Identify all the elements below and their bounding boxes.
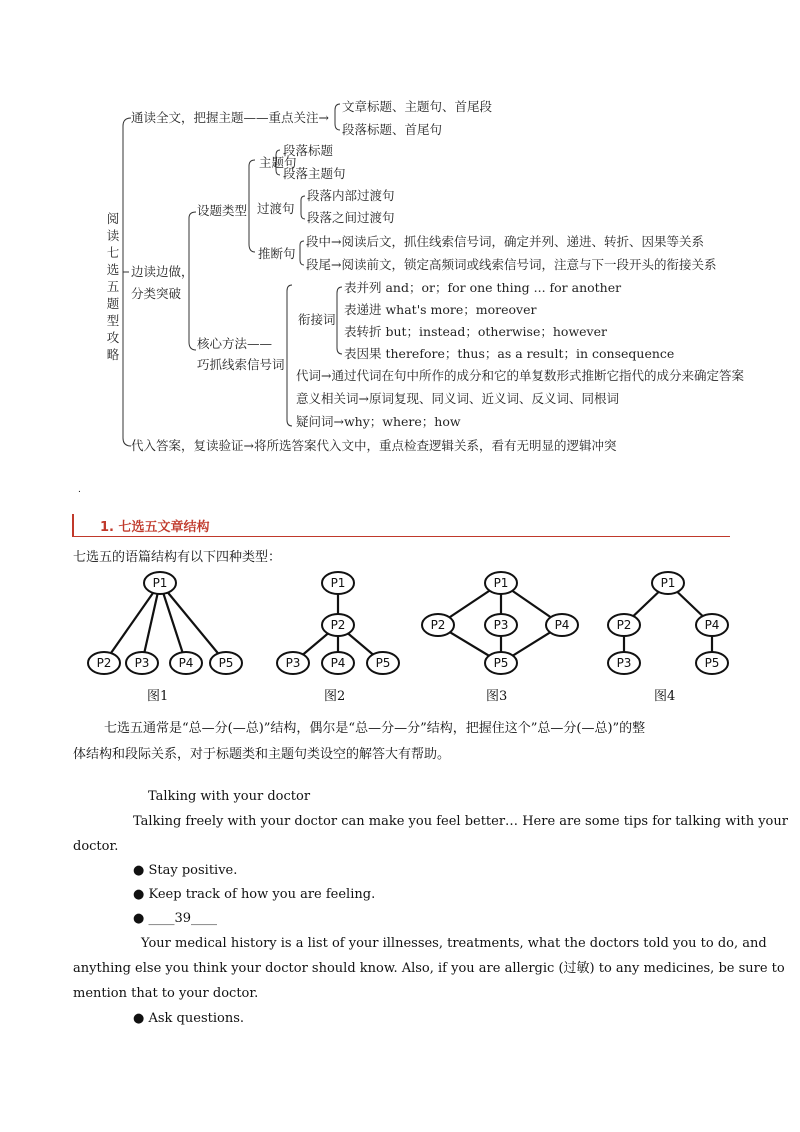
type-item: 段尾→阅读前文，锁定高频词或线索信号词，注意与下一段开头的衔接关系 — [306, 257, 717, 272]
bullet-text: Stay positive. — [148, 863, 238, 878]
connective-item: 表并列 and；or；for one thing ... for another — [344, 280, 622, 295]
bullet-text: Ask questions. — [148, 1011, 244, 1026]
step1-item: 段落标题、首尾句 — [342, 122, 443, 137]
node-label: P1 — [152, 576, 168, 590]
blank-39[interactable]: ____39____ — [148, 911, 218, 926]
type-item: 段中→阅读后文，抓住线索信号词，确定并列、递进、转折、因果等关系 — [306, 234, 704, 249]
step1-label: 通读全文，把握主题——重点关注→ — [131, 110, 329, 125]
method-item: 代词→通过代词在句中所作的成分和它的单复数形式推断它指代的成分来确定答案 — [296, 368, 744, 383]
node-label: P3 — [134, 656, 150, 670]
node-label: P4 — [178, 656, 194, 670]
bullet-icon: ● — [133, 863, 145, 878]
node-label: P3 — [285, 656, 301, 670]
footnote-dot: . — [78, 485, 81, 495]
node-label: P2 — [330, 618, 346, 632]
node-label: P5 — [704, 656, 720, 670]
type-label: 主题句 — [259, 155, 297, 170]
type-item: 段落内部过渡句 — [307, 188, 395, 203]
node-label: P5 — [218, 656, 234, 670]
node-label: P1 — [330, 576, 346, 590]
figure-caption: 图1 — [147, 689, 169, 704]
method-item: 疑问词→why；where；how — [296, 414, 461, 429]
method-item: 意义相关词→原词复现、同义词、近义词、反义词、同根词 — [296, 391, 619, 406]
node-label: P1 — [660, 576, 676, 590]
node-label: P3 — [493, 618, 509, 632]
connective-item: 表递进 what's more；moreover — [344, 302, 537, 317]
question-type-label: 设题类型 — [197, 203, 248, 218]
paragraph-line: 体结构和段际关系，对于标题类和主题句类设空的解答大有帮助。 — [73, 747, 451, 762]
bullet-icon: ● — [133, 887, 145, 902]
connective-label: 衔接词 — [298, 312, 336, 327]
passage-line: Talking freely with your doctor can make you feel better… Here are some tips for talking with your — [133, 814, 788, 829]
node-label: P4 — [330, 656, 346, 670]
type-label: 过渡句 — [257, 201, 295, 216]
node-label: P2 — [616, 618, 632, 632]
bullet-icon: ● — [133, 1011, 145, 1026]
node-label: P4 — [554, 618, 570, 632]
passage-line: anything else you think your doctor should know. Also, if you are allergic (过敏) to any medicines, be sure to — [73, 961, 785, 976]
connective-item: 表因果 therefore；thus；as a result；in consequence — [344, 346, 675, 361]
bullet-item — [133, 912, 217, 925]
node-label: P5 — [375, 656, 391, 670]
node-label: P2 — [430, 618, 446, 632]
node-label: P4 — [704, 618, 720, 632]
type-item: 段落标题 — [283, 143, 334, 158]
bullet-item — [133, 1012, 244, 1025]
method-label: 巧抓线索信号词 — [197, 357, 285, 372]
node-label: P1 — [493, 576, 509, 590]
type-item: 段落主题句 — [283, 166, 346, 181]
node-label: P2 — [96, 656, 112, 670]
connective-item: 表转折 but；instead；otherwise；however — [344, 324, 607, 339]
mindmap-root: 阅读七选五题型攻略 — [106, 211, 120, 362]
type-label: 推断句 — [258, 246, 296, 261]
step2-label: 边读边做， — [131, 264, 194, 279]
node-label: P3 — [616, 656, 632, 670]
passage-title: Talking with your doctor — [148, 789, 311, 804]
type-item: 段落之间过渡句 — [307, 210, 395, 225]
step2-label: 分类突破 — [131, 286, 182, 301]
passage-line: mention that to your doctor. — [73, 986, 259, 1001]
node-label: P5 — [493, 656, 509, 670]
bullet-item — [133, 864, 237, 877]
figure-caption: 图2 — [324, 689, 346, 704]
bullet-item — [133, 888, 375, 901]
passage-line: doctor. — [73, 839, 119, 854]
section-title: 1. 七选五文章结构 — [100, 520, 210, 535]
passage-line: Your medical history is a list of your illnesses, treatments, what the doctors told you to do, and — [141, 936, 767, 951]
bullet-text: Keep track of how you are feeling. — [148, 887, 376, 902]
intro-text: 七选五的语篇结构有以下四种类型： — [73, 550, 282, 565]
step3-label: 代入答案，复读验证→将所选答案代入文中，重点检查逻辑关系，看有无明显的逻辑冲突 — [131, 438, 617, 453]
method-label: 核心方法—— — [197, 336, 273, 351]
figure-caption: 图4 — [654, 689, 676, 704]
paragraph-line: 七选五通常是“总—分(—总)”结构，偶尔是“总—分—分”结构，把握住这个”总—分(—总)”的整 — [104, 721, 646, 736]
step1-item: 文章标题、主题句、首尾段 — [342, 99, 493, 114]
figure-caption: 图3 — [486, 689, 508, 704]
bullet-icon: ● — [133, 911, 145, 926]
